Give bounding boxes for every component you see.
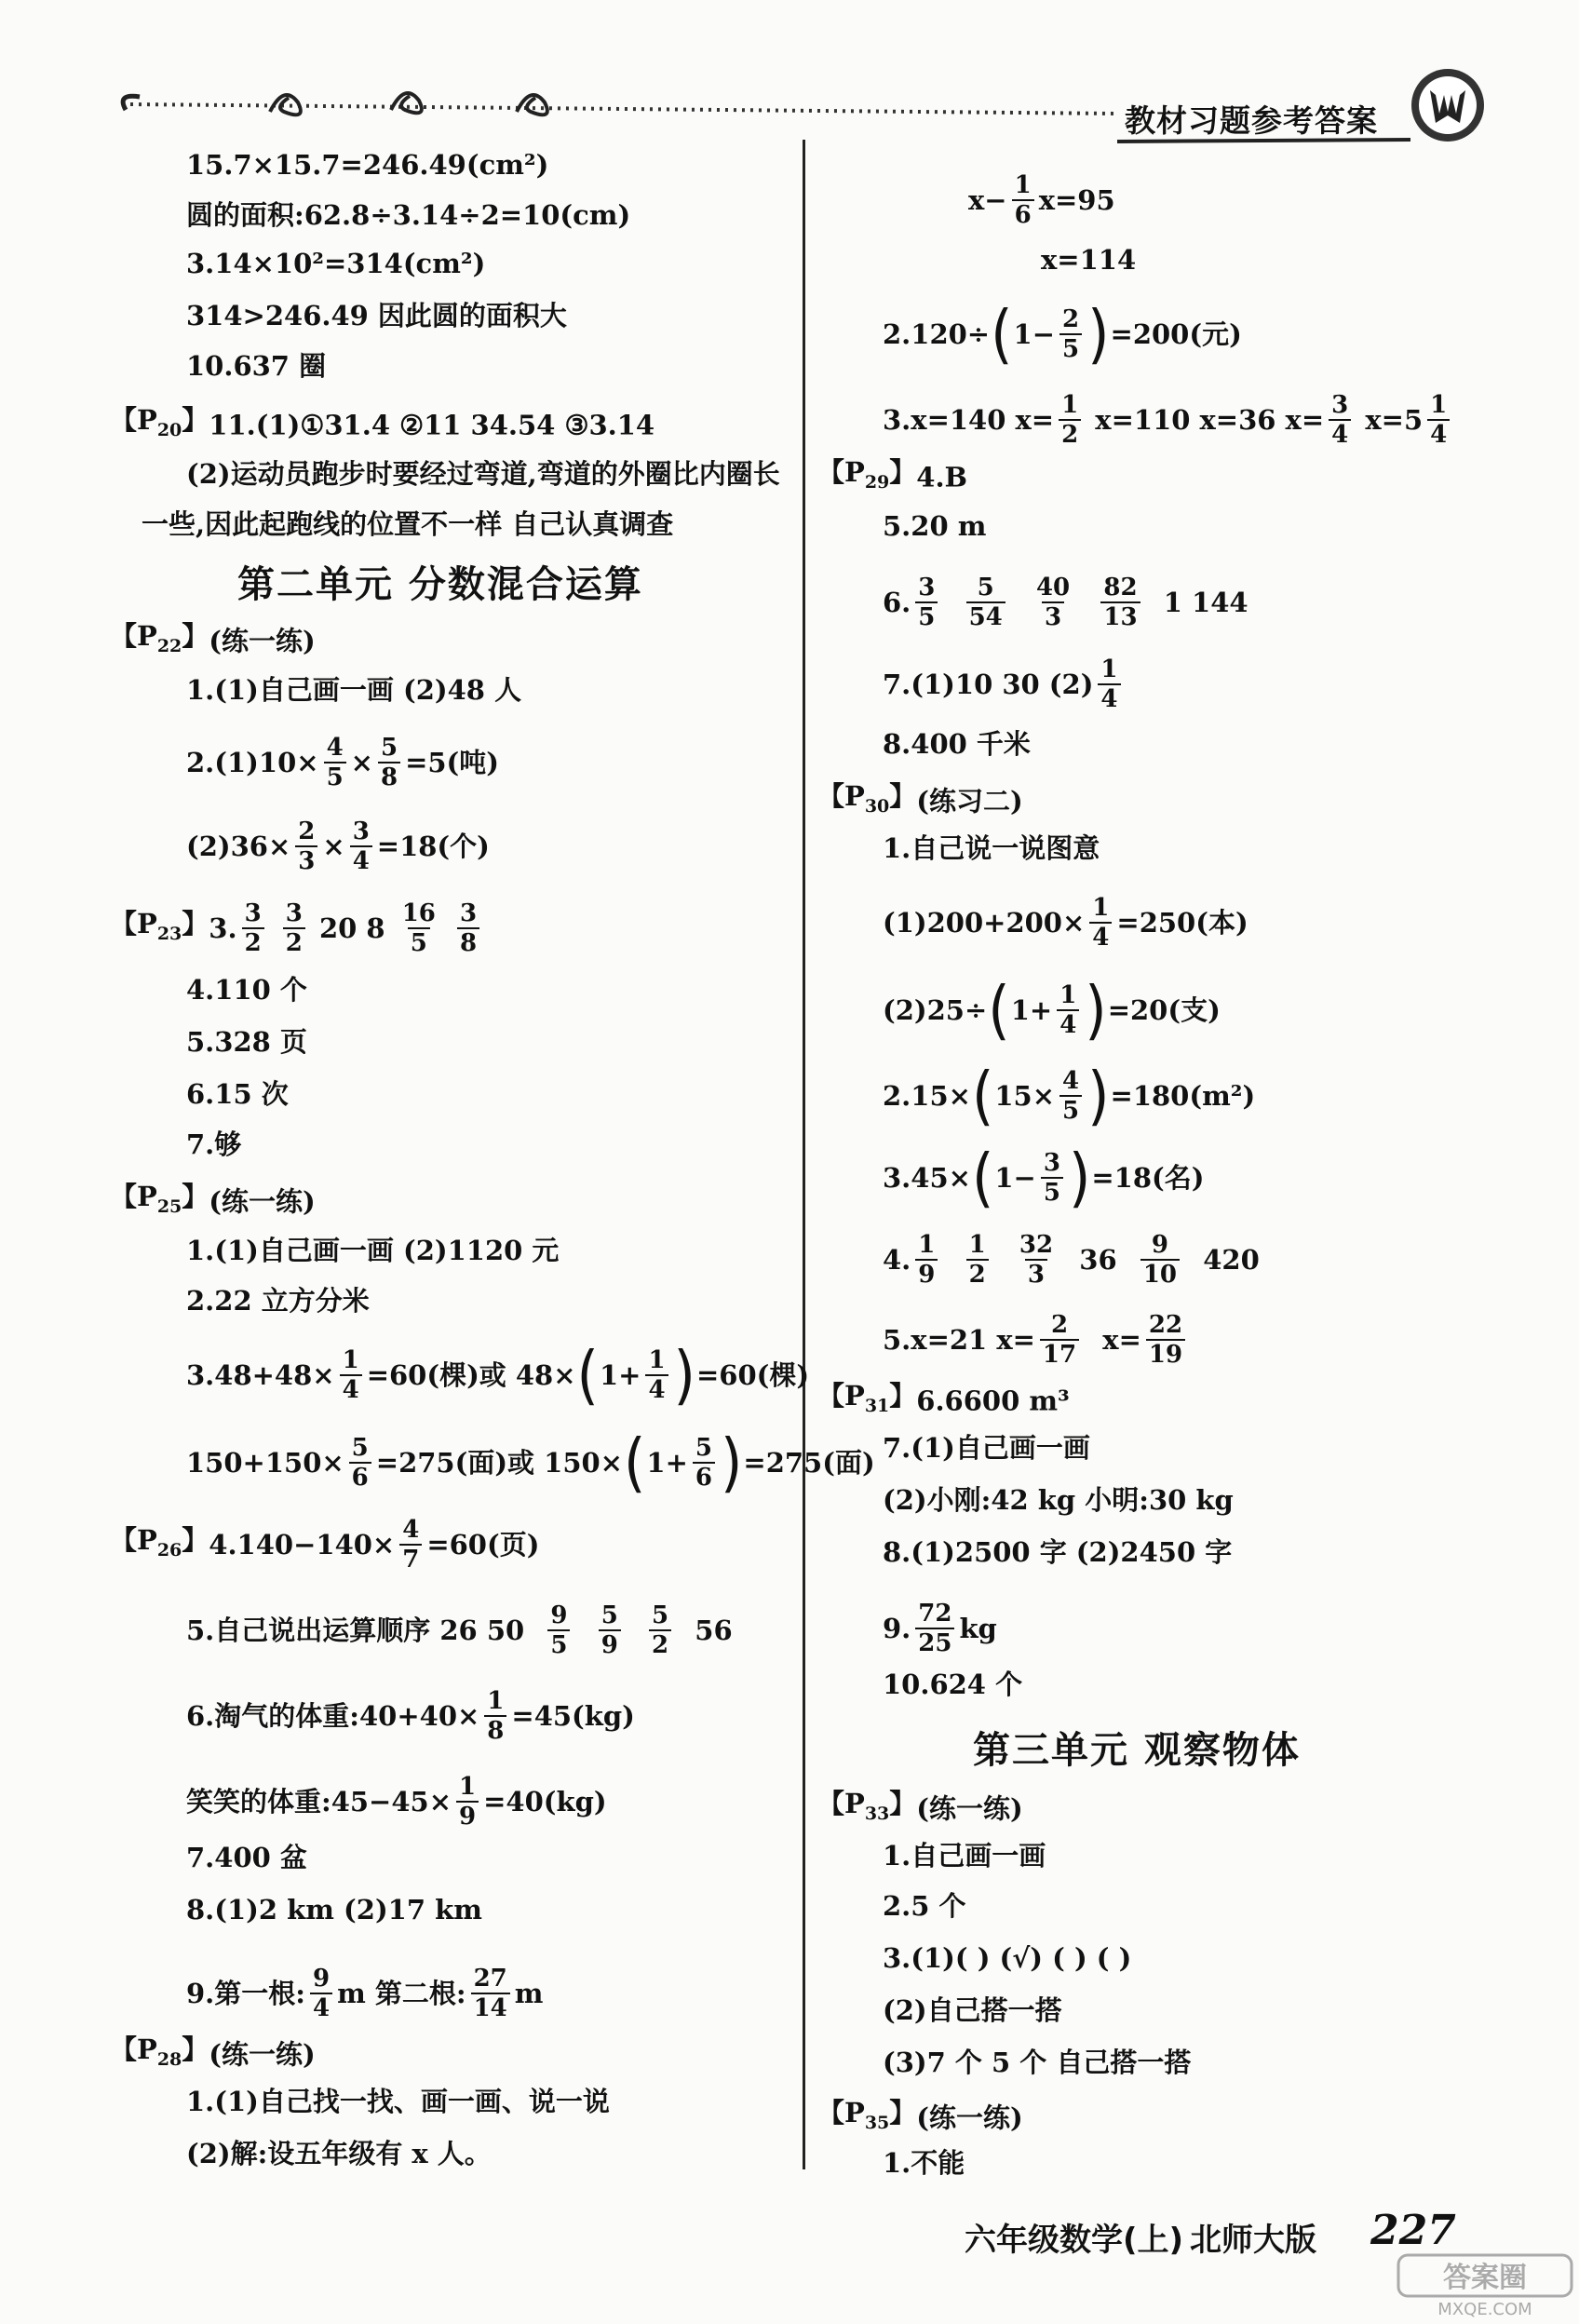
fraction: $\frac{3}{5}$ xyxy=(1041,1149,1063,1207)
answer-line: 10.637 圈 xyxy=(186,350,327,382)
fraction: $\frac{3}{5}$ xyxy=(915,574,938,631)
fraction: $\frac{1}{4}$ xyxy=(1057,981,1079,1039)
fraction: $\frac{1}{6}$ xyxy=(1012,171,1034,229)
page-ref: 【$P_{30}$】 xyxy=(817,780,917,817)
page-ref: 【$P_{22}$】 xyxy=(110,620,209,656)
fraction: $\frac{22}{19}$ xyxy=(1146,1311,1185,1369)
fraction: $\frac{3}{2}$ xyxy=(242,899,264,957)
answer-line: 3.(1)( ) (√) ( ) ( ) xyxy=(883,1942,1132,1974)
fraction: $\frac{27}{14}$ xyxy=(471,1965,510,2022)
fraction: $\frac{3}{2}$ xyxy=(283,899,305,957)
answer-line: 9.第一根: $\frac{9}{4}$ m 第二根: $\frac{27}{14}$ m xyxy=(186,1965,544,2022)
answer-line: (2)自己搭一搭 xyxy=(883,1994,1062,2026)
answer-line: 圆的面积:62.8÷3.14÷2=10(cm) xyxy=(186,199,631,231)
fraction: $\frac{1}{4}$ xyxy=(645,1346,668,1404)
fraction: $\frac{4}{5}$ xyxy=(324,734,346,791)
answer-line: 3.45×(1− $\frac{3}{5}$ )=18(名) xyxy=(883,1140,1205,1216)
answer-line: 笑笑的体重:45−45× $\frac{1}{9}$ =40(kg) xyxy=(186,1773,607,1831)
fraction: $\frac{1}{2}$ xyxy=(966,1231,989,1289)
fraction: $\frac{3}{4}$ xyxy=(350,817,372,875)
answer-line: 1.自己说一说图意 xyxy=(883,832,1100,864)
fraction: $\frac{1}{4}$ xyxy=(1089,894,1112,952)
answer-line: x=114 xyxy=(1041,244,1137,276)
fraction: $\frac{5}{8}$ xyxy=(378,734,400,791)
answer-line: (2)25÷(1+ $\frac{1}{4}$ )=20(支) xyxy=(883,972,1221,1048)
fraction: $\frac{82}{13}$ xyxy=(1100,574,1140,631)
fraction: $\frac{16}{5}$ xyxy=(401,899,436,957)
fraction: $\frac{40}{3}$ xyxy=(1035,574,1071,631)
fraction: $\frac{5}{54}$ xyxy=(966,574,1005,631)
answer-line: 4.110 个 xyxy=(186,974,307,1006)
fraction: $\frac{2}{5}$ xyxy=(1059,305,1082,363)
answer-line: (2)小刚:42 kg 小明:30 kg xyxy=(883,1484,1234,1516)
fraction: $\frac{3}{4}$ xyxy=(1329,391,1351,449)
header-title: 教材习题参考答案 xyxy=(1125,102,1378,139)
answer-line: (2)运动员跑步时要经过弯道,弯道的外圈比内圈长 xyxy=(186,458,780,490)
answer-line: 4. $\frac{1}{9}$ $\frac{1}{2}$ $\frac{32}{3}$ 36 $\frac{9}{10}$ 420 xyxy=(883,1231,1260,1289)
answer-line: 314>246.49 因此圆的面积大 xyxy=(186,300,567,331)
answer-line: (1)200+200× $\frac{1}{4}$ =250(本) xyxy=(883,894,1248,952)
fraction: $\frac{9}{4}$ xyxy=(310,1965,332,2022)
answer-line: 3.14×10²=314(cm²) xyxy=(186,248,486,279)
answer-line: 1.自己画一画 xyxy=(883,1840,1046,1871)
fraction: $\frac{1}{2}$ xyxy=(1059,391,1081,449)
answer-line: 8.(1)2 km (2)17 km xyxy=(186,1894,482,1925)
fraction: $\frac{5}{6}$ xyxy=(349,1434,371,1492)
answer-line: 7.400 盆 xyxy=(186,1842,307,1873)
svg-text:答案圈: 答案圈 xyxy=(1443,2262,1527,2294)
fraction: $\frac{1}{9}$ xyxy=(915,1231,938,1289)
fraction: $\frac{5}{6}$ xyxy=(693,1434,715,1492)
watermark-logo-icon xyxy=(1397,2253,1573,2318)
answer-line: (3)7 个 5 个 自己搭一搭 xyxy=(883,2047,1192,2078)
page-number: 227 xyxy=(1370,2207,1456,2254)
answer-line: 5.328 页 xyxy=(186,1026,307,1058)
fraction: $\frac{1}{4}$ xyxy=(1427,391,1450,449)
section-header: 【$P_{35}$】(练一练) xyxy=(817,2097,1023,2134)
answer-line: 8.(1)2500 字 (2)2450 字 xyxy=(883,1536,1233,1568)
answer-line: 【$P_{23}$】3. $\frac{3}{2}$ $\frac{3}{2}$ 20 8 $\frac{16}{5}$ $\frac{3}{8}$ xyxy=(110,899,484,957)
svg-text:MXQE.COM: MXQE.COM xyxy=(1437,2300,1532,2318)
answer-line: 5.自己说出运算顺序 26 50 $\frac{9}{5}$ $\frac{5}{9}$ $\frac{5}{2}$ 56 xyxy=(186,1601,733,1659)
answer-line: 6. $\frac{3}{5}$ $\frac{5}{54}$ $\frac{40}{3}$ $\frac{82}{13}$ 1 144 xyxy=(883,574,1248,631)
section-header: 【$P_{25}$】(练一练) xyxy=(110,1181,316,1218)
unit-heading: 第二单元 分数混合运算 xyxy=(237,563,643,606)
answer-line: 【$P_{20}$】11.(1)①31.4 ②11 34.54 ③3.14 xyxy=(110,404,655,441)
answer-line: 2.22 立方分米 xyxy=(186,1285,370,1317)
page-ref: 【$P_{25}$】 xyxy=(110,1181,209,1217)
footer-edition: 北师大版 xyxy=(1190,2222,1316,2259)
fraction: $\frac{1}{9}$ xyxy=(456,1773,479,1831)
answer-line: 6.淘气的体重:40+40× $\frac{1}{8}$ =45(kg) xyxy=(186,1687,635,1745)
fraction: $\frac{3}{8}$ xyxy=(457,899,479,957)
fraction: $\frac{4}{7}$ xyxy=(399,1516,422,1574)
page-ref: 【$P_{29}$】 xyxy=(817,456,917,493)
answer-line: 15.7×15.7=246.49(cm²) xyxy=(186,149,549,181)
footer-book-title: 六年级数学(上) xyxy=(965,2222,1184,2259)
page-ref: 【$P_{35}$】 xyxy=(817,2097,917,2133)
answer-line: 【$P_{31}$】6.6600 m³ xyxy=(817,1380,1070,1417)
page-ref: 【$P_{31}$】 xyxy=(817,1380,917,1416)
fraction: $\frac{1}{4}$ xyxy=(340,1346,362,1404)
page-ref: 【$P_{23}$】 xyxy=(110,907,209,944)
section-header: 【$P_{22}$】(练一练) xyxy=(110,620,316,657)
answer-line: 7.(1)自己画一画 xyxy=(883,1432,1090,1464)
answer-line: 1.不能 xyxy=(883,2147,965,2179)
fraction: $\frac{32}{3}$ xyxy=(1019,1231,1054,1289)
answer-line: 5.20 m xyxy=(883,510,987,542)
answer-line: 【$P_{26}$】4.140−140× $\frac{4}{7}$ =60(页) xyxy=(110,1516,540,1574)
answer-line: 【$P_{29}$】4.B xyxy=(817,456,968,493)
answer-line: 7.够 xyxy=(186,1128,242,1160)
answer-line: 7.(1)10 30 (2) $\frac{1}{4}$ xyxy=(883,655,1126,713)
fraction: $\frac{4}{5}$ xyxy=(1059,1067,1082,1125)
section-header: 【$P_{33}$】(练一练) xyxy=(817,1788,1023,1825)
page-ref: 【$P_{26}$】 xyxy=(110,1523,209,1561)
answer-line: 2.(1)10× $\frac{4}{5}$ × $\frac{5}{8}$ =5(吨) xyxy=(186,734,499,791)
answer-line: (2)解:设五年级有 x 人。 xyxy=(186,2138,492,2169)
fraction: $\frac{2}{3}$ xyxy=(295,817,317,875)
answer-line: 3.48+48× $\frac{1}{4}$ =60(棵)或 48×(1+ $\frac{1}{4}$ )=60(棵) xyxy=(186,1337,810,1413)
page-ref: 【$P_{33}$】 xyxy=(817,1788,917,1824)
fraction: $\frac{5}{2}$ xyxy=(649,1601,671,1659)
answer-line: 150+150× $\frac{5}{6}$ =275(面)或 150×(1+ $\frac{5}{6}$ )=275(面) xyxy=(186,1425,875,1501)
section-header: 【$P_{30}$】(练习二) xyxy=(817,780,1023,817)
answer-line: 10.624 个 xyxy=(883,1669,1023,1700)
fraction: $\frac{1}{8}$ xyxy=(484,1687,506,1745)
answer-line: 1.(1)自己画一画 (2)48 人 xyxy=(186,674,522,706)
answer-line: 2.120÷(1− $\frac{2}{5}$ )=200(元) xyxy=(883,296,1242,372)
answer-line: 2.5 个 xyxy=(883,1890,966,1922)
fraction: $\frac{9}{10}$ xyxy=(1140,1231,1180,1289)
answer-line: 1.(1)自己画一画 (2)1120 元 xyxy=(186,1235,560,1266)
answer-line: (2)36× $\frac{2}{3}$ × $\frac{3}{4}$ =18(个) xyxy=(186,817,490,875)
book-logo-icon xyxy=(1410,67,1486,143)
unit-heading: 第三单元 观察物体 xyxy=(973,1729,1301,1772)
answer-line: 3.x=140 x= $\frac{1}{2}$ x=110 x=36 x= $\frac{3}{4}$ x=5 $\frac{1}{4}$ xyxy=(883,391,1454,449)
answer-line: 1.(1)自己找一找、画一画、说一说 xyxy=(186,2086,610,2117)
answer-line: 6.15 次 xyxy=(186,1078,289,1110)
fraction: $\frac{72}{25}$ xyxy=(915,1600,954,1657)
answer-line: 8.400 千米 xyxy=(883,728,1031,760)
column-divider xyxy=(803,140,805,2169)
page-ref: 【$P_{28}$】 xyxy=(110,2034,209,2070)
answer-line: x− $\frac{1}{6}$ x=95 xyxy=(968,171,1115,229)
page-header xyxy=(0,0,1579,158)
answer-line: 9. $\frac{72}{25}$ kg xyxy=(883,1600,997,1657)
fraction: $\frac{2}{17}$ xyxy=(1040,1311,1079,1369)
fraction: $\frac{9}{5}$ xyxy=(547,1601,570,1659)
fraction: $\frac{5}{9}$ xyxy=(599,1601,621,1659)
answer-line: 一些,因此起跑线的位置不一样 自己认真调查 xyxy=(142,508,674,540)
section-header: 【$P_{28}$】(练一练) xyxy=(110,2034,316,2071)
answer-line: 5.x=21 x= $\frac{2}{17}$ x= $\frac{22}{19}$ xyxy=(883,1311,1190,1369)
page-ref: 【$P_{20}$】 xyxy=(110,404,209,440)
answer-line: 2.15×(15× $\frac{4}{5}$ )=180(m²) xyxy=(883,1058,1256,1134)
fraction: $\frac{1}{4}$ xyxy=(1098,655,1120,713)
